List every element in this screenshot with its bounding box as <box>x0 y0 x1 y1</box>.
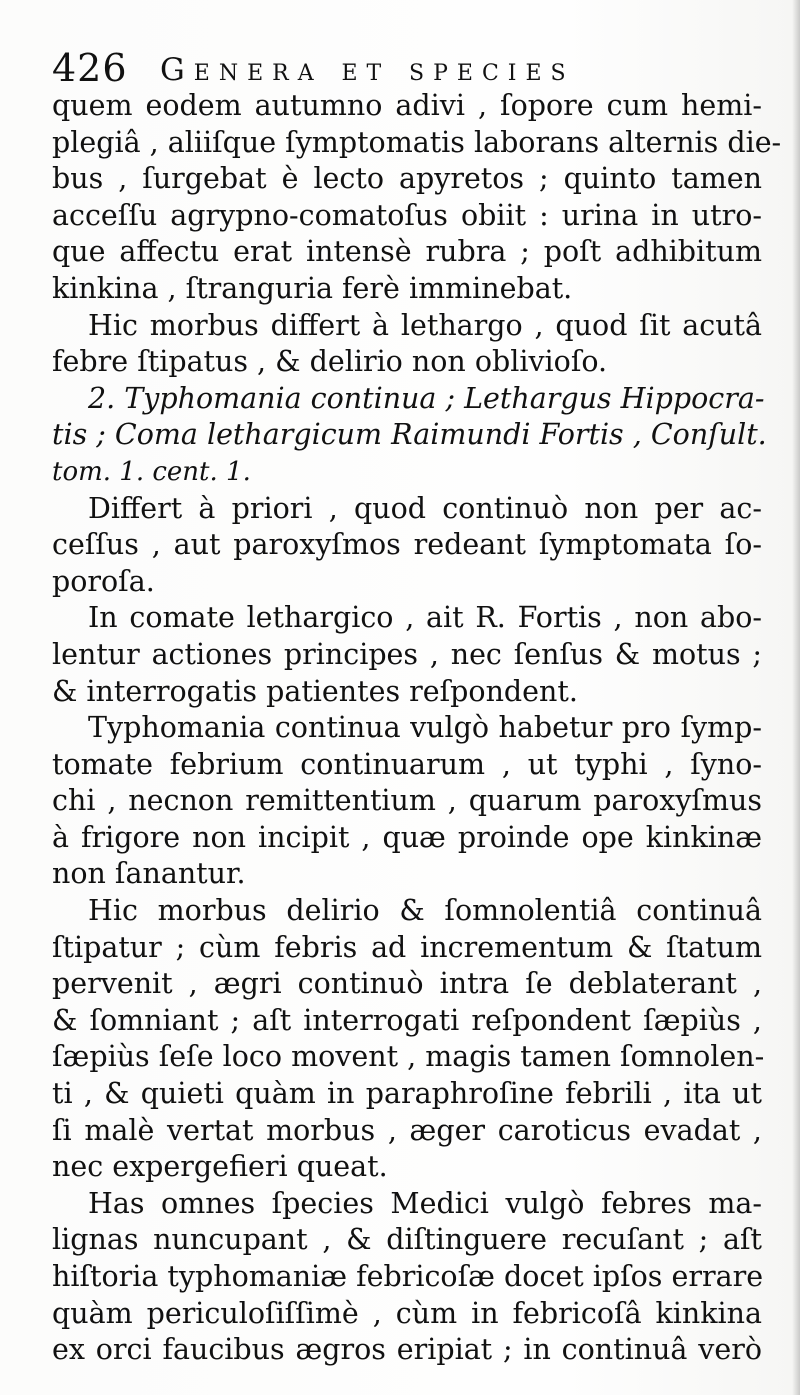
text-line: ſæpiùs ſeſe loco movent , magis tamen ſomnolen- <box>52 1040 765 1074</box>
text-line: hiſtoria typhomaniæ febricoſæ docet ipſos errare <box>52 1260 764 1293</box>
text-line: ſi malè vertat morbus , æger caroticus evadat , <box>52 1113 762 1147</box>
text-line: lignas nuncupant , & diſtinguere recuſant ; aſt <box>52 1223 762 1257</box>
page-number: 426 <box>52 46 128 90</box>
text-line: à frigore non incipit , quæ proinde ope kinkinæ <box>52 820 762 854</box>
text-line: pervenit , ægri continuò intra ſe deblaterant , <box>52 967 762 1001</box>
paragraph-start: Differt à priori , quod continuò non per ac- <box>88 491 762 525</box>
running-head: Genera et species <box>160 52 575 88</box>
text-line: bus , ſurgebat è lecto apyretos ; quinto tamen <box>52 162 762 196</box>
text-line: quem eodem autumno adivi , ſopore cum hemi- <box>52 89 762 122</box>
paragraph-start: Hic morbus differt à lethargo , quod ſit acutâ <box>88 308 762 342</box>
text-line: nec expergefieri queat. <box>52 1150 388 1184</box>
text-line: tom. 1. cent. 1. <box>52 456 251 487</box>
text-line: ti , & quieti quàm in paraphroſine febrili , ita ut <box>52 1077 762 1111</box>
text-line: febre ſtipatus , & delirio non oblivioſo. <box>52 345 608 379</box>
text-line: acceſſu agrypno-comatoſus obiit : urina in utro- <box>52 198 762 232</box>
text-line: ſtipatur ; cùm febris ad incrementum & ſtatum <box>52 930 762 964</box>
paragraph-start: Hic morbus delirio & ſomnolentiâ continuâ <box>88 894 762 928</box>
text-line: que affectu erat intensè rubra ; poſt adhibitum <box>52 235 762 269</box>
body-text <box>52 88 782 1369</box>
text-line: ceſſus , aut paroxyſmos redeant ſymptomata ſo- <box>52 528 762 562</box>
text-line: & interrogatis patientes reſpondent. <box>52 674 578 708</box>
page-header <box>52 42 772 90</box>
paragraph-start: In comate lethargico , ait R. Fortis , non abo- <box>88 601 762 635</box>
text-line: kinkina , ſtranguria ferè imminebat. <box>52 271 573 305</box>
text-line: tomate febrium continuarum , ut typhi , ſyno- <box>52 747 762 781</box>
text-line: chi , necnon remittentium , quarum paroxyſmus <box>52 784 762 818</box>
paragraph-start: Has omnes ſpecies Medici vulgò febres ma- <box>88 1186 762 1220</box>
text-line: plegiâ , aliiſque ſymptomatis laborans alternis die- <box>52 125 782 159</box>
text-line: poroſa. <box>52 564 155 598</box>
text-line: lentur actiones principes , nec ſenſus & motus ; <box>52 637 762 671</box>
paragraph-start: 2. Typhomania continua ; Lethargus Hippocra- <box>88 381 765 415</box>
text-line: ex orci faucibus ægros eripiat ; in continuâ verò <box>52 1333 762 1367</box>
paragraph-start: Typhomania continua vulgò habetur pro ſymp- <box>88 711 762 745</box>
text-line: tis ; Coma lethargicum Raimundi Fortis , Conſult. <box>52 418 767 452</box>
text-line: non ſanantur. <box>52 857 246 891</box>
text-line: & ſomniant ; aſt interrogati reſpondent ſæpiùs , <box>52 1003 762 1037</box>
text-line: quàm periculoſiſſimè , cùm in febricoſâ kinkina <box>52 1296 762 1330</box>
